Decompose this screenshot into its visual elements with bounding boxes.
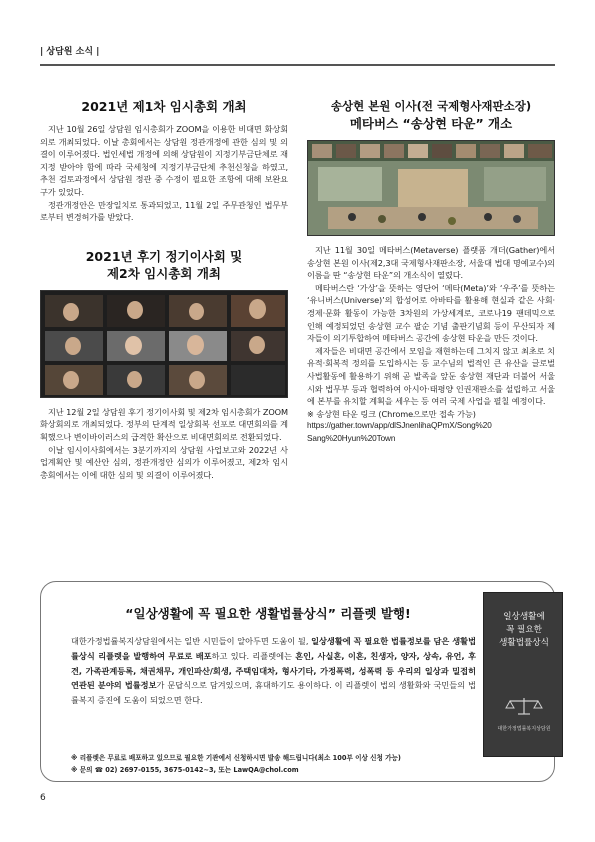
zoom-meeting-photo (40, 290, 288, 398)
gather-link-url-line1[interactable]: https://gather.town/app/dlSJnenlihaQPmX/Song%20 (307, 421, 492, 431)
article2-paragraph: 지난 12월 2일 상담원 후기 정기이사회 및 제2차 임시총회가 ZOOM화상회의로 개최되었다. 정부의 단계적 일상회복 선포로 대면회의를 계획했으나 변이바이러스의 급격한 확산으로 비대면회의로 전환되었다. (40, 406, 288, 442)
gather-link-label: ※ 송상현 타운 링크 (Chrome으로만 접속 가능) (307, 408, 476, 419)
article3-paragraph: 지난 11월 30일 메타버스(Metaverse) 플랫폼 개더(Gather)에서 송상현 본원 이사(제2,3대 국제형사재판소장, 서울대 법대 명예교수)의 이름을 딴 “송상현 타운”의 개소식이 열렸다. (307, 245, 555, 281)
gather-link-url-line2[interactable]: Sang%20Hyun%20Town (307, 433, 396, 443)
article1-paragraph: 정관개정안은 만장일치로 통과되었고, 11월 2일 주무관청인 법무부로부터 변경허가를 받았다. (40, 199, 288, 223)
booklet-title (490, 611, 558, 650)
article3-body (307, 244, 555, 446)
scales-logo-icon (504, 696, 544, 716)
leaflet-body-emphasis: 혼인, 사실혼, 이혼, 친생자, 양자, 상속, 유언, 후견, 가족관계등록, 채권채무, 개인파산/회생, 주택임대차, 형사기타, 가정폭력, 성폭력 등 우리의 일상과 밀접히 연관된 분야의 법률정보 (71, 650, 477, 691)
article1-title: 2021년 제1차 임시총회 개최 (81, 99, 247, 114)
leaflet-cover-image (483, 592, 563, 757)
page-number: 6 (40, 793, 46, 803)
article2-body (40, 406, 288, 482)
article3-paragraph: 제자들은 비대면 공간에서 모임을 재현하는데 그치지 않고 최초로 치유적·회복적 정의를 도입하시는 등 교수님의 법적인 큰 유산을 글로벌 사법활동에 활용하기 위해 곧 발족을 앞둔 송상현 재단과 더불어 서울시와 법무부 등과 협력하여 아시아·태평양 인권재판소를 설립하고 서울에 본부를 유치할 계획을 세우는 등 여러 국제 사업을 펼칠 예정이다. (307, 345, 555, 407)
article2-paragraph: 이날 임시이사회에서는 3분기까지의 상담원 사업보고와 2022년 사업계획안 및 예산안 심의, 정관개정안 심의가 이루어졌고, 제2차 임시총회에서는 이에 대한 심의 및 의결이 이루어졌다. (40, 444, 288, 480)
article3-title-line2: 메타버스 “송상현 타운” 개소 (349, 116, 513, 131)
leaflet-body-emphasis: 일상생활에 꼭 필요한 법률정보를 담은 생활법률상식 리플렛을 발행하여 무료로 배포 (71, 636, 476, 661)
right-column (307, 98, 555, 446)
left-column (40, 98, 288, 481)
booklet-title-line2: 꼭 필요한 (506, 625, 542, 635)
leaflet-body-text: 하고 있다. 리플렛에는 (211, 650, 296, 661)
article2-title-line2: 제2차 임시총회 개최 (106, 265, 221, 281)
article1-body (40, 123, 288, 224)
article1-paragraph: 지난 10월 26일 상담원 임시총회가 ZOOM을 이용한 비대면 화상회의로 개최되었다. 이날 총회에서는 상담원 정관개정에 관한 심의 및 의결이 이루어졌다. 법인세법 개정에 의해 상담원이 지정기부금단체로 재지정 받아야 함에 따라 국세청에 지정기부금단체 추천신청을 하였고, 추천 검토과정에서 상담원 정관 중 수정이 필요한 조항에 대해 보완요구가 있었다. (40, 124, 288, 197)
section-header-label: | 상담원 소식 | (40, 47, 100, 57)
booklet-org-name: 대한가정법률복지상담원 (497, 726, 551, 732)
article2-title-line1: 2021년 후기 정기이사회 및 (85, 248, 243, 264)
header-rule (40, 64, 555, 66)
leaflet-body-text: 가 문답식으로 담겨있으며, 휴대하기도 용이하다. 이 리플렛이 법의 생활화와 국민들의 법률복지 증진에 도움이 되었으면 한다. (71, 680, 476, 706)
article3-paragraph: 메타버스란 ‘가상’을 뜻하는 영단어 ‘메타(Meta)’와 ‘우주’를 뜻하는 ‘유니버스(Universe)’의 합성어로 아바타를 활용해 현실과 같은 사회·경제·문화 활동이 가능한 3차원의 가상세계로, 코로나19 팬데믹으로 인해 예정되었던 송상현 교수 팔순 기념 출판기념회 등이 무산되자 제자들이 의기투합하여 메타버스 공간에 송상현 타운을 만든 것이다. (307, 282, 555, 344)
article3-title-line1: 송상현 본원 이사(전 국제형사재판소장) (330, 99, 532, 113)
leaflet-body (71, 634, 476, 708)
article2-title (40, 248, 288, 282)
leaflet-body-text: 대한가정법률복지상담원에서는 일반 시민들이 알아두면 도움이 될, (71, 636, 312, 646)
leaflet-note-contact: ※ 문의 ☎ 02) 2697-0155, 3675-0142~3, 또는 LawQA@chol.com (71, 766, 299, 774)
leaflet-title: “일상생활에 꼭 필요한 생활법률상식” 리플렛 발행! (125, 606, 411, 621)
article3-title (307, 98, 555, 132)
metaverse-town-photo (307, 140, 555, 236)
booklet-title-line3: 생활법률상식 (499, 638, 549, 648)
leaflet-announcement-box (40, 581, 555, 782)
leaflet-note-distribution: ※ 리플렛은 무료로 배포하고 있으므로 필요한 기관에서 신청하시면 발송 해드립니다(최소 100부 이상 신청 가능) (71, 754, 401, 762)
booklet-title-line1: 일상생활에 (503, 612, 545, 622)
